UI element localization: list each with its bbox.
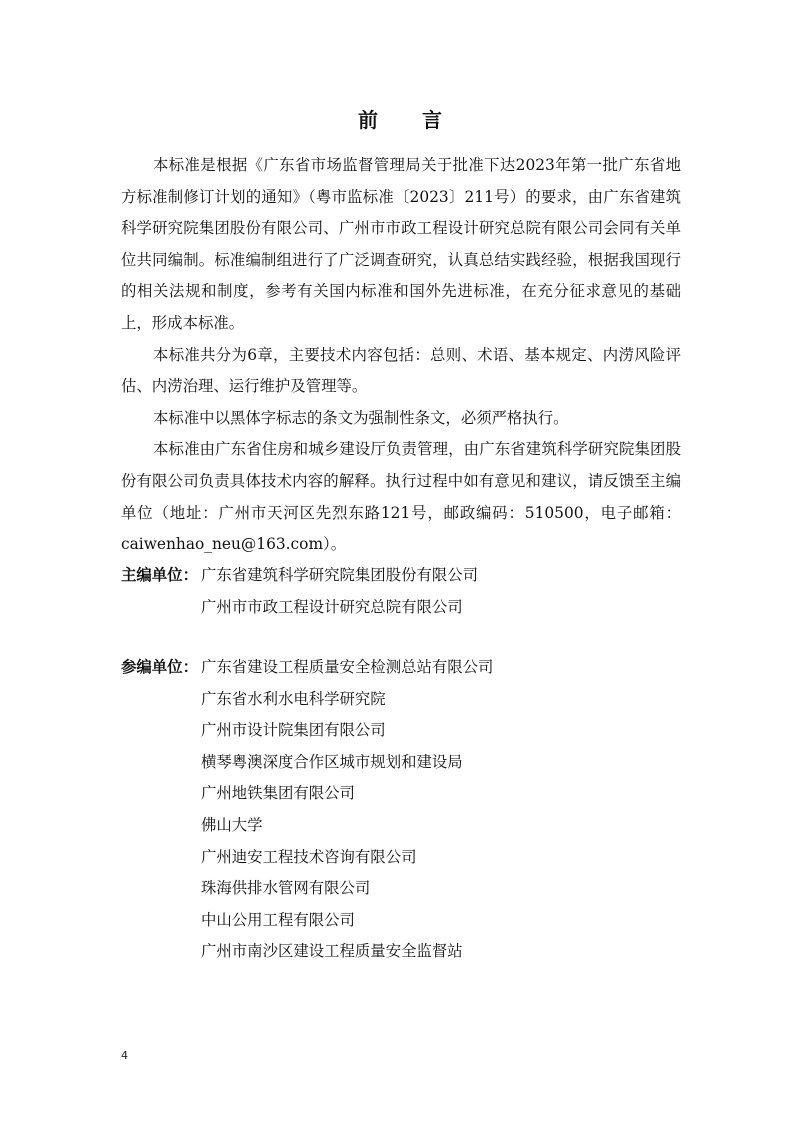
title-char-1: 前 [358,108,378,132]
unit-row [121,873,681,905]
unit-row [121,684,681,716]
unit-name: 佛山大学 [201,815,263,834]
page-number: 4 [121,1049,128,1062]
unit-name: 中山公用工程有限公司 [201,910,355,929]
unit-name: 广东省水利水电科学研究院 [201,689,386,708]
unit-row [121,778,681,810]
unit-name: 广东省建筑科学研究院集团股份有限公司 [201,566,479,584]
paragraph-mandatory: 本标准中以黑体字标志的条文为强制性条文，必须严格执行。 [153,408,569,427]
chief-units-section [121,560,681,623]
participating-units-label: 参编单位： [121,658,198,676]
unit-name: 广州地铁集团有限公司 [201,784,355,803]
unit-row [121,652,681,684]
unit-name: 广州迪安工程技术咨询有限公司 [201,847,417,866]
participating-units-section [121,652,681,968]
unit-name: 广州市市政工程设计研究总院有限公司 [201,597,463,616]
unit-row [121,842,681,874]
chief-units-label: 主编单位： [121,566,198,584]
paragraph-management: 本标准由广东省住房和城乡建设厅负责管理，由广东省建筑科学研究院集团股份有限公司负责具体技术内容的解释。执行过程中如有意见和建议，请反馈至主编单位（地址：广州市天河区先烈东路121号，邮政编码：510500，电子邮箱：caiwenhao_neu@163.com）。 [121,440,681,554]
unit-name: 广州市南沙区建设工程质量安全监督站 [201,942,463,961]
unit-row [121,715,681,747]
unit-row [121,936,681,968]
title-char-2: 言 [422,108,442,132]
unit-name: 广州市设计院集团有限公司 [201,721,386,740]
unit-row [121,747,681,779]
page-title [0,104,800,133]
preface-body [121,150,681,561]
paragraph-contents: 本标准共分为6章，主要技术内容包括：总则、术语、基本规定、内涝风险评估、内涝治理、运行维护及管理等。 [121,345,681,396]
unit-row [121,560,681,592]
unit-row [121,810,681,842]
unit-name: 广东省建设工程质量安全检测总站有限公司 [201,658,494,676]
unit-name: 珠海供排水管网有限公司 [201,879,371,898]
unit-row [121,592,681,624]
paragraph-basis: 本标准是根据《广东省市场监督管理局关于批准下达2023年第一批广东省地方标准制修订计划的通知》（粤市监标准〔2023〕211号）的要求，由广东省建筑科学研究院集团股份有限公司、广州市市政工程设计研究总院有限公司会同有关单位共同编制。标准编制组进行了广泛调查研究，认真总结实践经验，根据我国现行的相关法规和制度，参考有关国内标准和国外先进标准，在充分征求意见的基础上，形成本标准。 [121,156,681,332]
unit-name: 横琴粤澳深度合作区城市规划和建设局 [201,752,463,771]
unit-row [121,905,681,937]
